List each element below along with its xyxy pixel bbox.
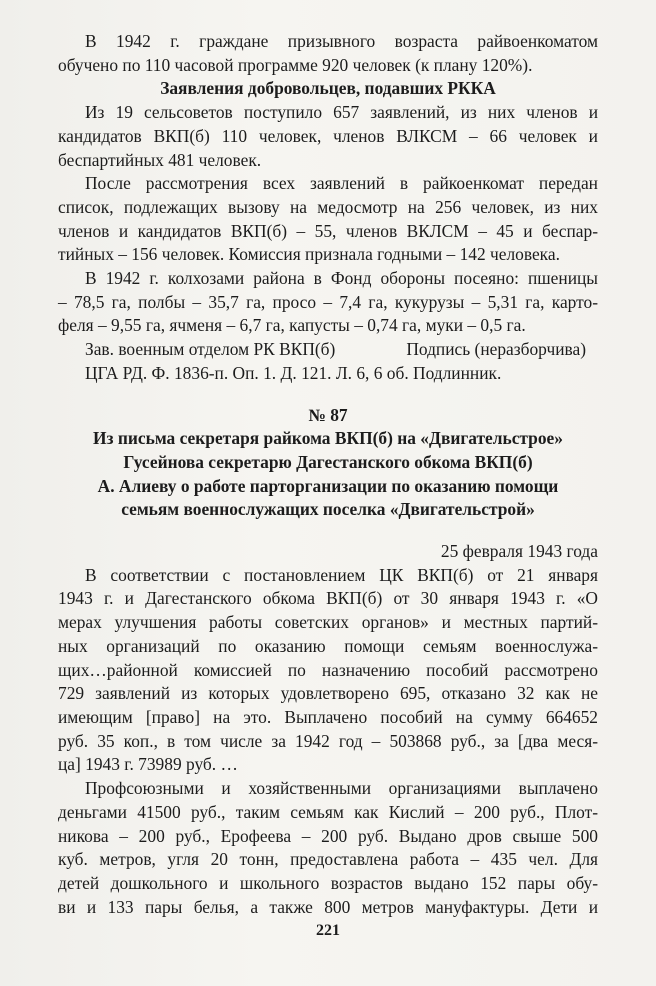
text-line: кандидатов ВКП(б) 110 человек, членов ВЛКСМ – 66 человек и: [58, 125, 598, 146]
signature-note: Подпись (неразборчива): [406, 339, 586, 360]
text-line: куб. метров, угля 20 тонн, предоставлена работа – 435 чел. Для: [58, 849, 598, 870]
document-title-line: Из письма секретаря райкома ВКП(б) на «Двигательстрое»: [93, 428, 563, 449]
text-line: беспартийных 481 человек.: [58, 149, 262, 170]
text-line: тийных – 156 человек. Комиссия признала годными – 142 человека.: [58, 244, 560, 265]
document-date: 25 февраля 1943 года: [440, 541, 598, 562]
page-number: 221: [316, 922, 340, 939]
text-line: В 1942 г. колхозами района в Фонд обороны посеяно: пшеницы: [85, 268, 598, 289]
text-line: 729 заявлений из которых удовлетворено 695, отказано 32 как не: [58, 683, 598, 704]
text-line: список, подлежащих вызову на медосмотр на 256 человек, из них: [58, 196, 598, 217]
text-line: обучено по 110 часовой программе 920 человек (к плану 120%).: [58, 54, 533, 75]
text-line: 1943 г. и Дагестанского обкома ВКП(б) от 30 января 1943 г. «О: [58, 588, 598, 609]
document-number: № 87: [308, 404, 348, 425]
text-line: После рассмотрения всех заявлений в райкоенкомат передан: [85, 173, 598, 194]
text-line: щих…районной комиссией по назначению пособий рассмотрено: [58, 659, 598, 680]
document-title-line: А. Алиеву о работе парторганизации по оказанию помощи: [97, 475, 559, 496]
archive-reference: ЦГА РД. Ф. 1836-п. Оп. 1. Д. 121. Л. 6, 6 об. Подлинник.: [85, 362, 502, 383]
text-line: феля – 9,55 га, ячменя – 6,7 га, капусты – 0,74 га, муки – 0,5 га.: [58, 315, 526, 336]
text-line: Профсоюзными и хозяйственными организациями выплачено: [85, 778, 598, 799]
text-line: никова – 200 руб., Ерофеева – 200 руб. Выдано дров свыше 500: [58, 825, 598, 846]
document-title-line: Гусейнова секретарю Дагестанского обкома ВКП(б): [123, 451, 533, 472]
signature-line: [58, 338, 598, 362]
text-line: ца] 1943 г. 73989 руб. …: [58, 754, 238, 775]
text-line: Из 19 сельсоветов поступило 657 заявлений, из них членов и: [85, 102, 598, 123]
text-line: мерах улучшения работы советских органов» и местных партий-: [58, 612, 598, 633]
text-line: – 78,5 га, полбы – 35,7 га, просо – 7,4 га, кукурузы – 5,31 га, карто-: [58, 291, 598, 312]
text-line: деньгами 41500 руб., таким семьям как Кислий – 200 руб., Плот-: [58, 801, 598, 822]
section-heading: Заявления добровольцев, подавших РККА: [160, 78, 496, 99]
document-title-line: семьям военнослужащих поселка «Двигательстрой»: [121, 499, 535, 520]
text-line: ви и 133 пары белья, а также 800 метров мануфактуры. Дети и: [58, 896, 598, 917]
text-line: В соответствии с постановлением ЦК ВКП(б) от 21 января: [85, 564, 598, 585]
text-line: членов и кандидатов ВКП(б) – 55, членов ВКЛСМ – 45 и беспар-: [58, 220, 598, 241]
text-line: имеющим [право] на это. Выплачено пособий на сумму 664652: [58, 706, 598, 727]
text-line: ных организаций по оказанию помощи семьям военнослужа-: [58, 635, 598, 656]
text-line: руб. 35 коп., в том числе за 1942 год – 503868 руб., за [два меся-: [58, 730, 598, 751]
text-line: детей дошкольного и школьного возрастов выдано 152 пары обу-: [58, 872, 598, 893]
text-line: В 1942 г. граждане призывного возраста райвоенкоматом: [85, 31, 598, 51]
signature-position: Зав. военным отделом РК ВКП(б): [85, 339, 336, 360]
